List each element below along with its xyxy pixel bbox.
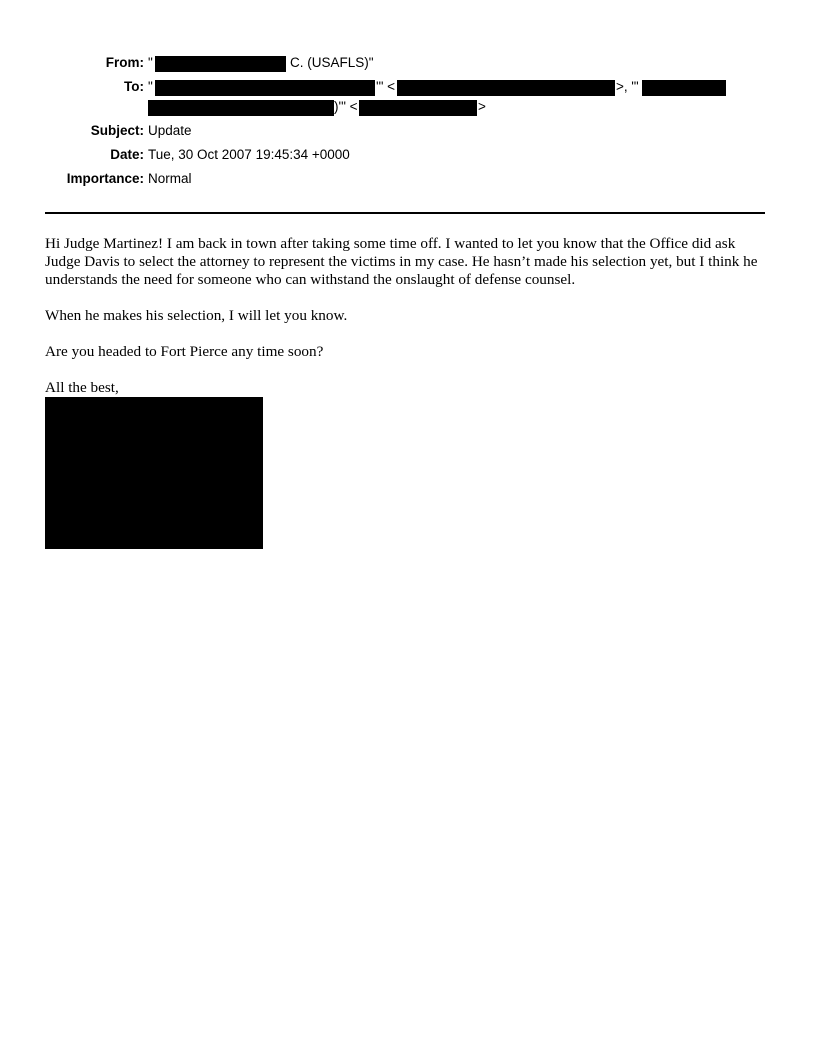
to-separator-1: '" < xyxy=(376,79,396,94)
redaction-block xyxy=(155,80,375,96)
from-value-suffix: C. (USAFLS)" xyxy=(290,55,374,70)
header-date-row xyxy=(0,145,816,165)
header-subject-row xyxy=(0,121,816,141)
subject-value: Update xyxy=(148,123,192,138)
from-label: From: xyxy=(105,55,144,70)
redaction-block xyxy=(359,100,477,116)
header-importance-row xyxy=(0,169,816,189)
to-label: To: xyxy=(124,79,144,94)
importance-value: Normal xyxy=(148,171,192,186)
importance-label: Importance: xyxy=(66,171,144,186)
date-label: Date: xyxy=(110,147,144,162)
header-divider xyxy=(45,212,765,214)
redaction-block xyxy=(397,80,615,96)
from-open-quote: " xyxy=(148,55,153,70)
body-paragraph: Hi Judge Martinez! I am back in town after taking some time off. I wanted to let you know that the Office did ask Judge Davis to select the attorney to represent the victims in my case. He hasn’t made his selection yet, but I think he understands the need for someone who can withstand the onslaught of defense counsel. xyxy=(45,235,758,288)
body-closing: All the best, xyxy=(45,379,119,396)
to-separator-2: >, "' xyxy=(616,79,639,94)
redaction-block xyxy=(155,56,286,72)
redaction-block xyxy=(642,80,726,96)
signature-redaction-block xyxy=(45,397,263,549)
header-from-row xyxy=(0,53,816,73)
body-paragraph: When he makes his selection, I will let you know. xyxy=(45,307,348,324)
subject-label: Subject: xyxy=(90,123,144,138)
redaction-block xyxy=(148,100,334,116)
body-paragraph: Are you headed to Fort Pierce any time soon? xyxy=(45,343,324,360)
to-separator-3: )'" < xyxy=(334,99,358,114)
to-open-quote: " xyxy=(148,79,153,94)
to-close-bracket: > xyxy=(478,99,486,114)
date-value: Tue, 30 Oct 2007 19:45:34 +0000 xyxy=(148,147,350,162)
